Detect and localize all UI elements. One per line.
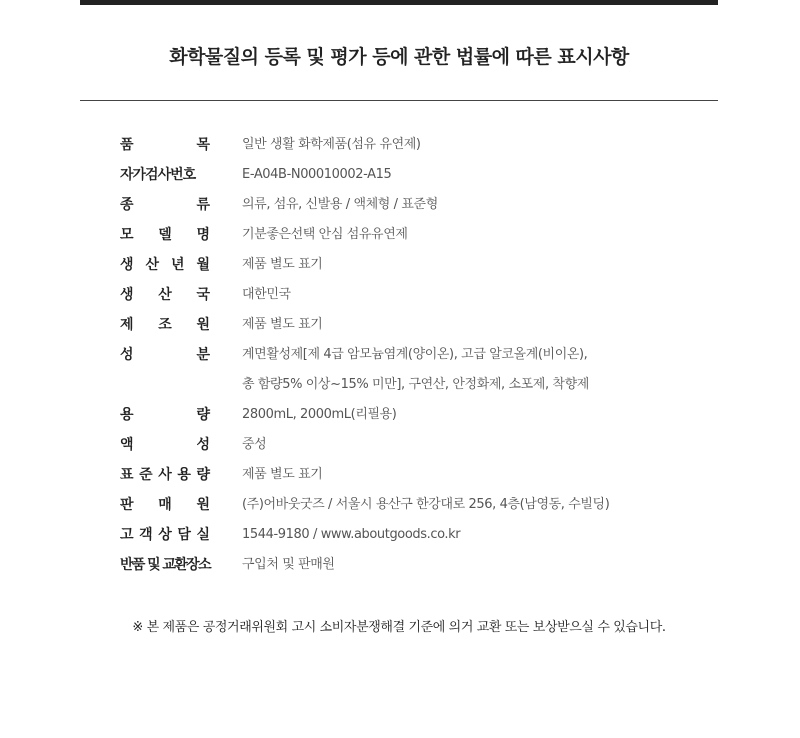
row-value: 대한민국: [242, 287, 291, 302]
row-label: 제 조 원: [120, 317, 210, 333]
row-label: 자가검사번호: [120, 167, 196, 183]
row-ph: [120, 430, 720, 460]
row-label: 고 객 상 담 실: [120, 527, 210, 543]
row-value: 기분좋은선택 안심 섬유유연제: [242, 227, 408, 242]
row-label: 판 매 원: [120, 497, 210, 513]
row-seller: [120, 490, 720, 520]
row-value: 1544-9180 / www.aboutgoods.co.kr: [242, 527, 461, 542]
row-label: 표 준 사 용 량: [120, 467, 210, 483]
row-value-line: 계면활성제[제 4급 암모늄염계(양이온), 고급 알코올계(비이온),: [242, 347, 588, 362]
row-value: 일반 생활 화학제품(섬유 유연제): [242, 137, 421, 152]
top-rule: [80, 0, 718, 5]
row-value: 제품 별도 표기: [242, 257, 323, 272]
row-value: 2800mL, 2000mL(리필용): [242, 407, 397, 422]
row-label: 반품 및 교환장소: [120, 557, 211, 573]
row-label: 생 산 년 월: [120, 257, 210, 273]
row-value: 구입처 및 판매원: [242, 557, 335, 572]
row-standard-usage: [120, 460, 720, 490]
row-production-date: [120, 250, 720, 280]
row-label: 모 델 명: [120, 227, 210, 243]
row-value-line: 총 함량5% 이상~15% 미만], 구연산, 안정화제, 소포제, 착향제: [242, 377, 589, 392]
row-value: [242, 340, 589, 400]
page-title: 화학물질의 등록 및 평가 등에 관한 법률에 따른 표시사항: [169, 46, 629, 68]
row-item: [120, 130, 720, 160]
title-divider: [80, 100, 718, 101]
row-label: 용 량: [120, 407, 210, 423]
row-value: 제품 별도 표기: [242, 317, 323, 332]
row-manufacturer: [120, 310, 720, 340]
row-value: (주)어바웃굿즈 / 서울시 용산구 한강대로 256, 4층(남영동, 수빌딩): [242, 497, 610, 512]
row-capacity: [120, 400, 720, 430]
row-ingredients: [120, 340, 720, 400]
row-label: 품 목: [120, 137, 210, 153]
row-value: 제품 별도 표기: [242, 467, 323, 482]
row-value: 중성: [242, 437, 267, 452]
row-label: 종 류: [120, 197, 210, 213]
row-model-name: [120, 220, 720, 250]
row-value: E-A04B-N00010002-A15: [242, 167, 392, 182]
label-table: [120, 130, 720, 580]
row-return-place: [120, 550, 720, 580]
row-label: 생 산 국: [120, 287, 210, 303]
consumer-notice: ※ 본 제품은 공정거래위원회 고시 소비자분쟁해결 기준에 의거 교환 또는 보상받으실 수 있습니다.: [132, 620, 666, 635]
row-inspection-number: [120, 160, 720, 190]
row-country: [120, 280, 720, 310]
row-customer-service: [120, 520, 720, 550]
row-type: [120, 190, 720, 220]
row-label: 액 성: [120, 437, 210, 453]
row-value: 의류, 섬유, 신발용 / 액체형 / 표준형: [242, 197, 438, 212]
row-label: 성 분: [120, 347, 210, 363]
